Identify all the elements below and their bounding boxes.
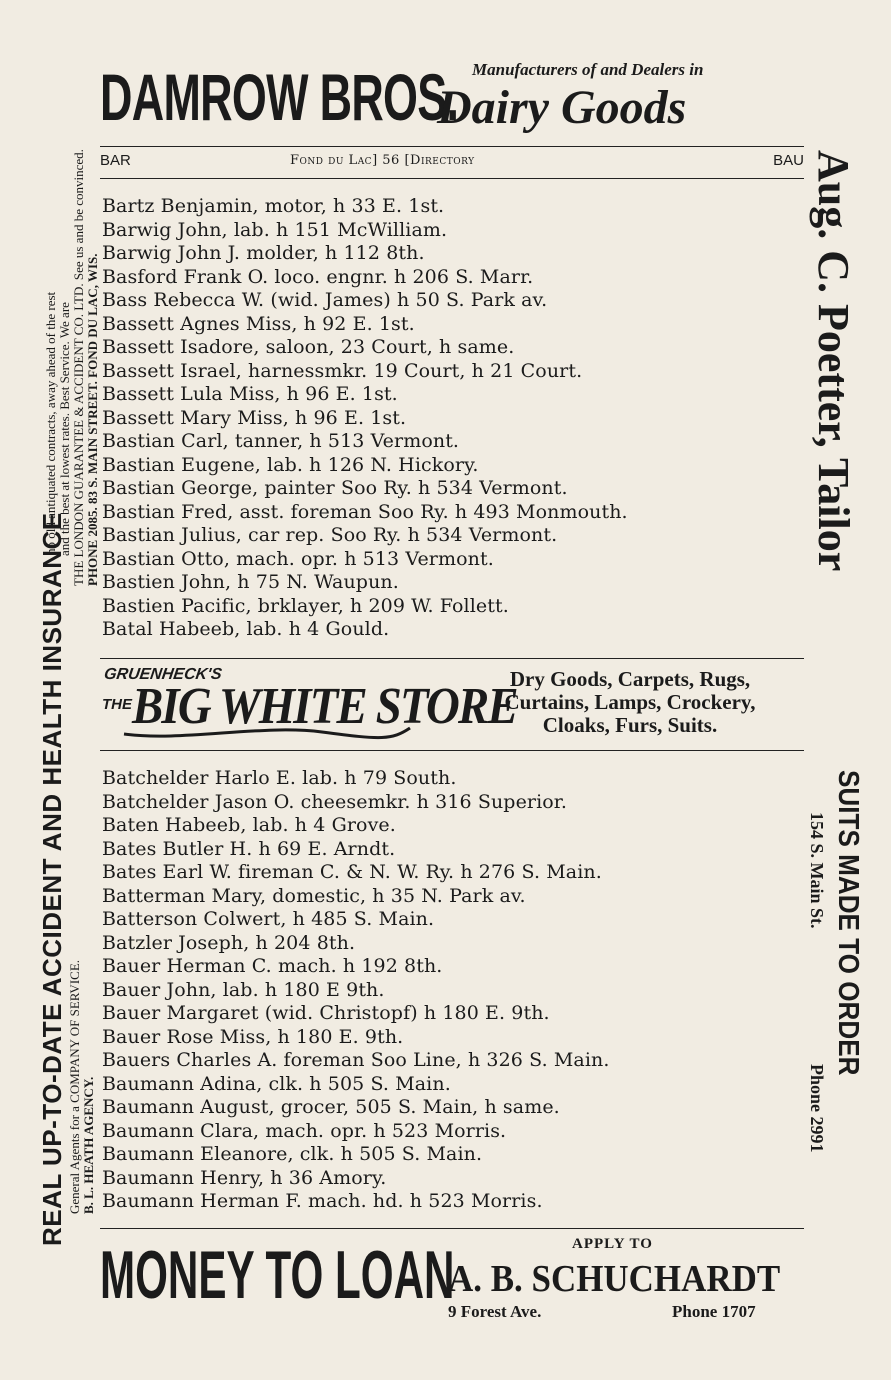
goods-line-3: Cloaks, Furs, Suits. (542, 713, 718, 737)
list-item: Batterman Mary, domestic, h 35 N. Park av. (102, 884, 526, 907)
list-item: Bassett Israel, harnessmkr. 19 Court, h 21 Court. (102, 359, 583, 382)
damrow-bros-name: DAMROW BROS. (100, 60, 459, 134)
list-item: Bauers Charles A. foreman Soo Line, h 326 S. Main. (102, 1049, 610, 1071)
list-item: Bauer Rose Miss, h 180 E. 9th. (102, 1025, 404, 1048)
damrow-tagline: Manufacturers of and Dealers in (472, 60, 704, 79)
insurance-line-5: General Agents for a COMPANY OF SERVICE. (67, 959, 82, 1214)
list-item: Bartz Benjamin, motor, h 33 E. 1st. (102, 195, 445, 217)
poetter-tailor-name: Aug. C. Poetter, Tailor (809, 150, 858, 572)
list-item: Bassett Agnes Miss, h 92 E. 1st. (102, 312, 415, 335)
listing-block-bottom (102, 767, 802, 1214)
big-white-store-logo (102, 666, 517, 744)
list-item: Bassett Lula Miss, h 96 E. 1st. (102, 383, 398, 405)
schuchardt-address: 9 Forest Ave. (448, 1302, 542, 1321)
header-right-guide: BAU (773, 152, 804, 169)
header-rule-top (100, 146, 804, 147)
goods-line-2: Curtains, Lamps, Crockery, (504, 690, 756, 714)
logo-swash-decoration (122, 720, 412, 742)
list-item: Baumann Henry, h 36 Amory. (102, 1166, 387, 1189)
list-item: Basford Frank O. loco. engnr. h 206 S. Marr. (102, 265, 534, 288)
list-item: Bassett Mary Miss, h 96 E. 1st. (102, 406, 407, 429)
middle-ad-rule-bottom (100, 750, 804, 751)
insurance-line-2: and the best at lowest rates. Best Service. We are (57, 302, 72, 556)
insurance-line-3: THE LONDON GUARANTEE & ACCIDENT CO. LTD. See us and be convinced. (71, 149, 86, 586)
list-item: Barwig John, lab. h 151 McWilliam. (102, 218, 448, 241)
list-item: Bates Earl W. fireman C. & N. W. Ry. h 276 S. Main. (102, 861, 602, 883)
suits-made-to-order: SUITS MADE TO ORDER (832, 770, 864, 1076)
list-item: Bauer Margaret (wid. Christopf) h 180 E. 9th. (102, 1002, 550, 1024)
header-left-guide: BAR (100, 152, 131, 169)
list-item: Bastien John, h 75 N. Waupun. (102, 571, 399, 593)
schuchardt-name: A. B. SCHUCHARDT (448, 1258, 781, 1300)
goods-line-1: Dry Goods, Carpets, Rugs, (509, 667, 751, 691)
list-item: Baten Habeeb, lab. h 4 Grove. (102, 814, 396, 836)
dry-goods-list (455, 668, 805, 737)
list-item: Baumann August, grocer, 505 S. Main, h same. (102, 1096, 560, 1118)
list-item: Bassett Isadore, saloon, 23 Court, h same. (102, 336, 515, 358)
big-white-store-title: BIG WHITE STORE (132, 678, 517, 735)
list-item: Batchelder Harlo E. lab. h 79 South. (102, 767, 457, 789)
big-white-store-the: THE (102, 696, 132, 713)
poetter-phone: Phone 2991 (807, 1064, 827, 1153)
list-item: Bauer John, lab. h 180 E 9th. (102, 978, 385, 1001)
middle-ad-rule-top (100, 658, 804, 659)
list-item: Batchelder Jason O. cheesemkr. h 316 Superior. (102, 790, 568, 813)
list-item: Bastian George, painter Soo Ry. h 534 Vermont. (102, 477, 568, 499)
list-item: Bastian Eugene, lab. h 126 N. Hickory. (102, 453, 479, 476)
list-item: Bastian Carl, tanner, h 513 Vermont. (102, 430, 460, 452)
bottom-ad-rule (100, 1228, 804, 1229)
list-item: Bauer Herman C. mach. h 192 8th. (102, 955, 443, 977)
running-header (100, 150, 804, 172)
list-item: Baumann Clara, mach. opr. h 523 Morris. (102, 1119, 507, 1142)
schuchardt-phone: Phone 1707 (672, 1302, 756, 1321)
list-item: Bass Rebecca W. (wid. James) h 50 S. Park av. (102, 289, 548, 311)
insurance-line-6: B. L. HEATH AGENCY. (81, 1076, 96, 1214)
list-item: Bastian Julius, car rep. Soo Ry. h 534 Vermont. (102, 524, 558, 546)
poetter-address: 154 S. Main St. (807, 812, 827, 929)
dairy-goods-title: Dairy Goods (437, 81, 687, 134)
list-item: Bastien Pacific, brklayer, h 209 W. Follett. (102, 594, 509, 617)
header-center: Fond du Lac] 56 [Directory (290, 153, 475, 168)
header-rule-bottom (100, 178, 804, 179)
insurance-line-1: no old antiquated contracts, away ahead of the rest (43, 291, 58, 555)
list-item: Bastian Fred, asst. foreman Soo Ry. h 493 Monmouth. (102, 500, 628, 523)
list-item: Baumann Adina, clk. h 505 S. Main. (102, 1072, 451, 1095)
list-item: Batzler Joseph, h 204 8th. (102, 931, 356, 954)
list-item: Barwig John J. molder, h 112 8th. (102, 242, 425, 264)
insurance-headline: REAL UP-TO-DATE ACCIDENT AND HEALTH INSURANCE (37, 512, 67, 1246)
apply-to-label: APPLY TO (572, 1236, 653, 1252)
list-item: Bates Butler H. h 69 E. Arndt. (102, 837, 396, 860)
gruenheck-name: GRUENHECK'S (102, 666, 223, 683)
list-item: Batterson Colwert, h 485 S. Main. (102, 908, 435, 930)
damrow-bros-ad (100, 58, 805, 140)
list-item: Batal Habeeb, lab. h 4 Gould. (102, 618, 390, 640)
money-to-loan-title: MONEY TO LOAN (100, 1237, 455, 1313)
list-item: Baumann Herman F. mach. hd. h 523 Morris. (102, 1190, 543, 1212)
insurance-line-4: PHONE 2085. 83 S. MAIN STREET. FOND DU LAC, WIS. (85, 253, 100, 586)
listing-block-top (102, 195, 802, 642)
list-item: Bastian Otto, mach. opr. h 513 Vermont. (102, 547, 494, 570)
list-item: Baumann Eleanore, clk. h 505 S. Main. (102, 1143, 483, 1165)
